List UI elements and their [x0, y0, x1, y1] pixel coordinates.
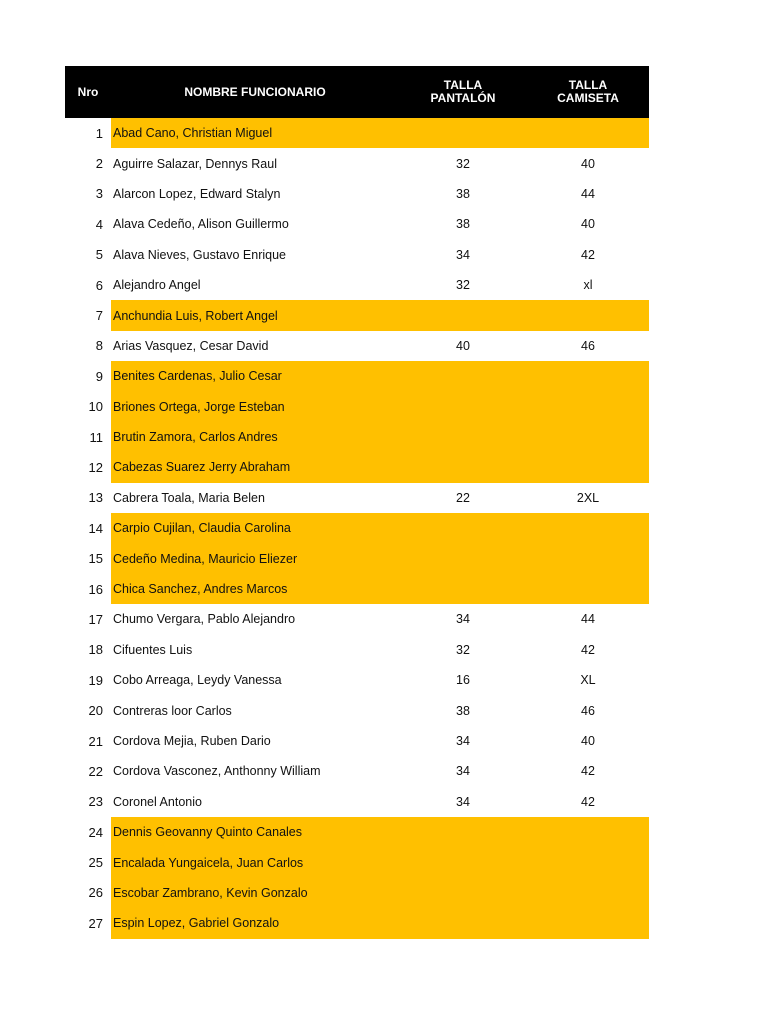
table-row	[65, 118, 649, 148]
row-cells	[111, 695, 649, 725]
table-row	[65, 908, 649, 938]
row-number: 25	[88, 855, 103, 871]
employee-name: Briones Ortega, Jorge Esteban	[113, 399, 285, 414]
row-cells	[111, 452, 649, 482]
employee-name: Cabrera Toala, Maria Belen	[113, 490, 265, 505]
row-number: 9	[95, 368, 103, 384]
employee-name: Benites Cardenas, Julio Cesar	[113, 369, 282, 384]
row-number: 23	[88, 794, 103, 810]
header-nombre-funcionario: NOMBRE FUNCIONARIO	[184, 85, 326, 99]
employee-name: Cedeño Medina, Mauricio Eliezer	[113, 551, 298, 566]
staff-sizes-table	[65, 66, 649, 939]
pants-size: 32	[456, 278, 470, 293]
employee-name: Dennis Geovanny Quinto Canales	[113, 825, 303, 840]
row-cells	[111, 787, 649, 817]
table-row	[65, 695, 649, 725]
row-number: 27	[88, 915, 103, 931]
table-row	[65, 817, 649, 847]
row-cells	[111, 878, 649, 908]
employee-name: Alava Nieves, Gustavo Enrique	[113, 247, 287, 262]
employee-name: Chica Sanchez, Andres Marcos	[113, 582, 288, 597]
row-cells	[111, 331, 649, 361]
pants-size: 32	[456, 642, 470, 657]
table-row	[65, 847, 649, 877]
row-cells	[111, 179, 649, 209]
row-cells	[111, 483, 649, 513]
shirt-size: 46	[581, 703, 595, 718]
pants-size: 34	[456, 247, 470, 262]
employee-name: Cordova Vasconez, Anthonny William	[113, 764, 321, 779]
employee-name: Abad Cano, Christian Miguel	[113, 126, 273, 141]
table-row	[65, 422, 649, 452]
row-cells	[111, 270, 649, 300]
row-cells	[111, 756, 649, 786]
table-row	[65, 543, 649, 573]
row-number: 18	[88, 642, 103, 658]
row-cells	[111, 361, 649, 391]
employee-name: Carpio Cujilan, Claudia Carolina	[113, 521, 291, 536]
pants-size: 38	[456, 217, 470, 232]
employee-name: Chumo Vergara, Pablo Alejandro	[113, 612, 296, 627]
shirt-size: 46	[581, 338, 595, 353]
shirt-size: 44	[581, 612, 595, 627]
row-cells	[111, 908, 649, 938]
employee-name: Cabezas Suarez Jerry Abraham	[113, 460, 291, 475]
row-number: 24	[88, 824, 103, 840]
row-number: 6	[95, 277, 103, 293]
employee-name: Anchundia Luis, Robert Angel	[113, 308, 278, 323]
row-number: 13	[88, 490, 103, 506]
employee-name: Coronel Antonio	[113, 794, 202, 809]
row-number: 3	[95, 186, 103, 202]
table-row	[65, 148, 649, 178]
table-row	[65, 300, 649, 330]
shirt-size: 40	[581, 217, 595, 232]
row-number: 8	[95, 338, 103, 354]
table-row	[65, 574, 649, 604]
pants-size: 34	[456, 794, 470, 809]
header-talla-pantalon	[399, 79, 527, 105]
row-number: 5	[95, 247, 103, 263]
employee-name: Contreras loor Carlos	[113, 703, 232, 718]
employee-name: Alava Cedeño, Alison Guillermo	[113, 217, 289, 232]
employee-name: Alarcon Lopez, Edward Stalyn	[113, 186, 281, 201]
table-header	[65, 66, 649, 118]
row-cells	[111, 148, 649, 178]
row-number: 10	[88, 399, 103, 415]
row-number: 21	[88, 733, 103, 749]
employee-name: Espin Lopez, Gabriel Gonzalo	[113, 916, 280, 931]
shirt-size: 42	[581, 247, 595, 262]
table-row	[65, 483, 649, 513]
pants-size: 32	[456, 156, 470, 171]
table-row	[65, 635, 649, 665]
header-talla-pantalon-line1: TALLA	[443, 78, 483, 92]
shirt-size: 42	[581, 764, 595, 779]
pants-size: 38	[456, 186, 470, 201]
row-cells	[111, 665, 649, 695]
employee-name: Aguirre Salazar, Dennys Raul	[113, 156, 277, 171]
header-talla-pantalon-line2: PANTALÓN	[430, 91, 496, 105]
employee-name: Cobo Arreaga, Leydy Vanessa	[113, 673, 282, 688]
pants-size: 22	[456, 490, 470, 505]
pants-size: 34	[456, 612, 470, 627]
pants-size: 16	[456, 673, 470, 688]
header-talla-camiseta-line2: CAMISETA	[557, 91, 619, 105]
row-number: 19	[88, 672, 103, 688]
pants-size: 34	[456, 734, 470, 748]
shirt-size: 42	[581, 794, 595, 809]
table-row	[65, 331, 649, 361]
table-row	[65, 209, 649, 239]
table-row	[65, 756, 649, 786]
employee-name: Cifuentes Luis	[113, 642, 193, 657]
row-number: 2	[95, 156, 103, 172]
shirt-size: 2XL	[576, 490, 600, 505]
table-row	[65, 240, 649, 270]
employee-name: Brutin Zamora, Carlos Andres	[113, 430, 278, 445]
row-cells	[111, 422, 649, 452]
shirt-size: XL	[580, 673, 596, 688]
table-row	[65, 787, 649, 817]
row-cells	[111, 118, 649, 148]
row-number: 16	[88, 581, 103, 597]
header-talla-camiseta-line1: TALLA	[568, 78, 608, 92]
row-cells	[111, 513, 649, 543]
row-number: 26	[88, 885, 103, 901]
header-talla-camiseta	[527, 79, 649, 105]
table-row	[65, 452, 649, 482]
table-body	[65, 118, 649, 939]
row-cells	[111, 635, 649, 665]
header-nro: Nro	[77, 85, 99, 99]
table-row	[65, 361, 649, 391]
row-cells	[111, 604, 649, 634]
row-cells	[111, 847, 649, 877]
row-cells	[111, 209, 649, 239]
table-row	[65, 270, 649, 300]
table-row	[65, 665, 649, 695]
shirt-size: 44	[581, 186, 595, 201]
shirt-size: 42	[581, 642, 595, 657]
row-cells	[111, 574, 649, 604]
row-number: 15	[88, 551, 103, 567]
table-row	[65, 513, 649, 543]
employee-name: Escobar Zambrano, Kevin Gonzalo	[113, 885, 308, 900]
employee-name: Encalada Yungaicela, Juan Carlos	[113, 855, 304, 870]
row-number: 14	[88, 520, 103, 536]
row-number: 17	[88, 611, 103, 627]
shirt-size: xl	[583, 278, 593, 293]
table-row	[65, 726, 649, 756]
row-number: 12	[88, 459, 103, 475]
row-number: 11	[89, 429, 103, 445]
row-cells	[111, 817, 649, 847]
row-cells	[111, 543, 649, 573]
row-cells	[111, 240, 649, 270]
pants-size: 34	[456, 764, 470, 779]
row-cells	[111, 392, 649, 422]
row-number: 20	[88, 703, 103, 719]
row-number: 22	[88, 763, 103, 779]
row-number: 7	[95, 308, 103, 324]
employee-name: Alejandro Angel	[113, 278, 201, 293]
employee-name: Cordova Mejia, Ruben Dario	[113, 734, 271, 748]
table-row	[65, 392, 649, 422]
row-cells	[111, 726, 649, 756]
row-number: 4	[95, 216, 103, 232]
row-cells	[111, 300, 649, 330]
row-number: 1	[95, 125, 103, 141]
pants-size: 40	[456, 338, 470, 353]
shirt-size: 40	[581, 734, 595, 748]
employee-name: Arias Vasquez, Cesar David	[113, 338, 269, 353]
shirt-size: 40	[581, 156, 595, 171]
pants-size: 38	[456, 703, 470, 718]
table-row	[65, 179, 649, 209]
table-row	[65, 878, 649, 908]
table-row	[65, 604, 649, 634]
